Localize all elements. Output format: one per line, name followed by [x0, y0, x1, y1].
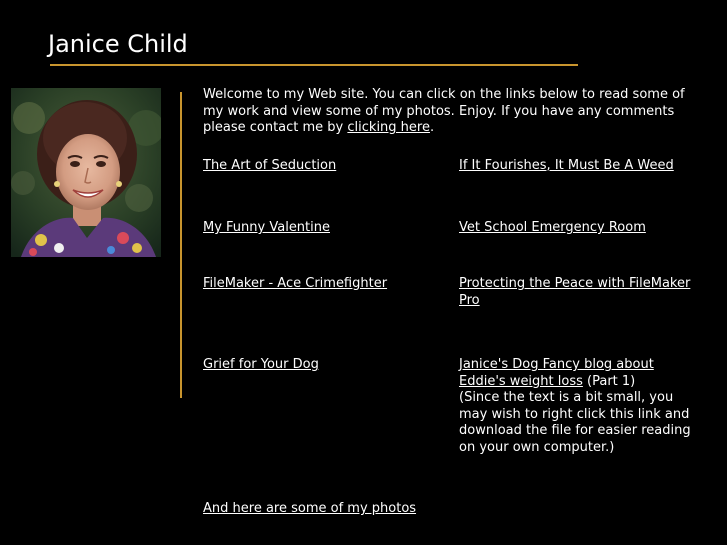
filemaker-crimefighter-link[interactable]: FileMaker - Ace Crimefighter: [203, 276, 388, 291]
intro-paragraph: [203, 87, 703, 137]
link-item: [203, 357, 443, 374]
link-item: [203, 158, 443, 175]
dog-fancy-part-label: (Part 1): [582, 373, 636, 389]
link-item: [203, 220, 443, 237]
site-title: Janice Child: [48, 30, 188, 58]
protecting-peace-link[interactable]: Protecting the Peace with FileMaker Pro: [459, 276, 691, 308]
link-item: [459, 220, 704, 237]
link-item: [459, 158, 704, 175]
funny-valentine-link[interactable]: My Funny Valentine: [203, 220, 330, 235]
link-item: [459, 357, 704, 456]
grief-for-dog-link[interactable]: Grief for Your Dog: [203, 357, 319, 372]
photos-link[interactable]: And here are some of my photos: [203, 501, 417, 516]
link-item: [459, 276, 704, 309]
art-of-seduction-link[interactable]: The Art of Seduction: [203, 158, 337, 173]
contact-link[interactable]: clicking here: [347, 120, 430, 135]
portrait-photo: [11, 88, 161, 257]
link-item: [203, 501, 503, 518]
vet-school-link[interactable]: Vet School Emergency Room: [459, 220, 646, 235]
intro-text: Welcome to my Web site. You can click on the links below to read some of my work and view some of my photos. Enjoy. If you have any comments please contact me by: [203, 87, 685, 135]
intro-end: .: [429, 120, 435, 135]
if-it-flourishes-link[interactable]: If It Fourishes, It Must Be A Weed: [459, 158, 674, 173]
vertical-divider: [180, 92, 182, 398]
link-item: [203, 276, 443, 293]
dog-fancy-note: (Since the text is a bit small, you may wish to right click this link and download the file for easier reading on your own computer.): [459, 390, 691, 455]
dog-fancy-blog-link[interactable]: Janice's Dog Fancy blog about Eddie's weight loss: [459, 357, 654, 389]
title-divider: [50, 64, 578, 66]
